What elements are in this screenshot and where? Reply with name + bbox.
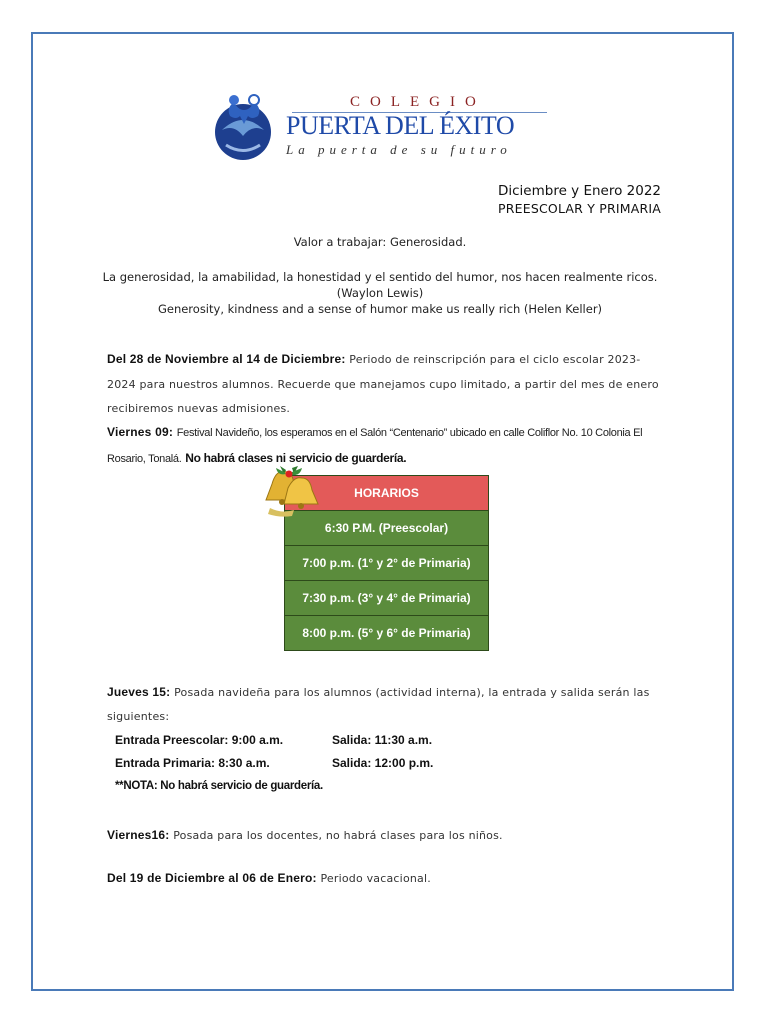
festival-text: Festival Navideño, los esperamos en el Salón “Centenario” ubicado en calle Coliflor No. 10 Colonia El Rosario, Tonalá. bbox=[107, 427, 643, 465]
salida-primaria: Salida: 12:00 p.m. bbox=[332, 756, 434, 770]
posada-docentes-date: Viernes16: bbox=[107, 828, 170, 842]
valor-line: Valor a trabajar: Generosidad. bbox=[293, 235, 467, 249]
posada-docentes-paragraph bbox=[107, 823, 663, 849]
quote-block bbox=[100, 269, 660, 317]
horarios-header: HORARIOS bbox=[285, 476, 488, 511]
horario-row: 7:00 p.m. (1° y 2° de Primaria) bbox=[285, 546, 488, 581]
horario-row: 8:00 p.m. (5° y 6° de Primaria) bbox=[285, 616, 488, 650]
salida-preescolar: Salida: 11:30 a.m. bbox=[332, 733, 433, 747]
festival-paragraph bbox=[107, 420, 663, 471]
vacaciones-date: Del 19 de Diciembre al 06 de Enero: bbox=[107, 871, 317, 885]
vacaciones-paragraph bbox=[107, 866, 663, 892]
horario-row: 6:30 P.M. (Preescolar) bbox=[285, 511, 488, 546]
reinscripcion-date: Del 28 de Noviembre al 14 de Diciembre: bbox=[107, 352, 346, 366]
entrada-preescolar: Entrada Preescolar: 9:00 a.m. bbox=[115, 733, 284, 747]
posada-alumnos-paragraph bbox=[107, 680, 663, 729]
primaria-times bbox=[115, 756, 434, 770]
nota-guarderia: **NOTA: No habrá servicio de guardería. bbox=[115, 780, 323, 792]
preescolar-times bbox=[115, 733, 433, 747]
school-logo bbox=[212, 90, 552, 162]
posada-alumnos-text: Posada navideña para los alumnos (actividad interna), la entrada y salida serán las siguientes: bbox=[107, 686, 650, 723]
festival-date: Viernes 09: bbox=[107, 425, 174, 439]
posada-alumnos-date: Jueves 15: bbox=[107, 685, 171, 699]
reinscripcion-text: Periodo de reinscripción para el ciclo escolar 2023-2024 para nuestros alumnos. Recuerde que manejamos cupo limitado, a partir del mes de enero recibiremos nuevas admisiones. bbox=[107, 353, 659, 415]
school-emblem-icon bbox=[212, 90, 274, 162]
vacaciones-text: Periodo vacacional. bbox=[320, 872, 431, 885]
festival-note: No habrá clases ni servicio de guardería. bbox=[185, 450, 407, 465]
logo-school-name: PUERTA DEL ÉXITO bbox=[286, 111, 515, 140]
logo-colegio-text: COLEGIO bbox=[350, 94, 486, 110]
header-period: Diciembre y Enero 2022 bbox=[497, 183, 661, 199]
horario-row: 7:30 p.m. (3° y 4° de Primaria) bbox=[285, 581, 488, 616]
quote-english: Generosity, kindness and a sense of humor make us really rich (Helen Keller) bbox=[157, 302, 603, 316]
header-level: PREESCOLAR Y PRIMARIA bbox=[498, 201, 661, 216]
entrada-primaria: Entrada Primaria: 8:30 a.m. bbox=[115, 756, 270, 770]
christmas-bells-icon bbox=[262, 466, 322, 520]
quote-spanish: La generosidad, la amabilidad, la honestidad y el sentido del humor, nos hacen realmente ricos. (Waylon Lewis) bbox=[102, 270, 658, 300]
reinscripcion-paragraph bbox=[107, 347, 663, 422]
posada-docentes-text: Posada para los docentes, no habrá clases para los niños. bbox=[173, 829, 503, 842]
logo-tagline: La puerta de su futuro bbox=[286, 142, 512, 157]
